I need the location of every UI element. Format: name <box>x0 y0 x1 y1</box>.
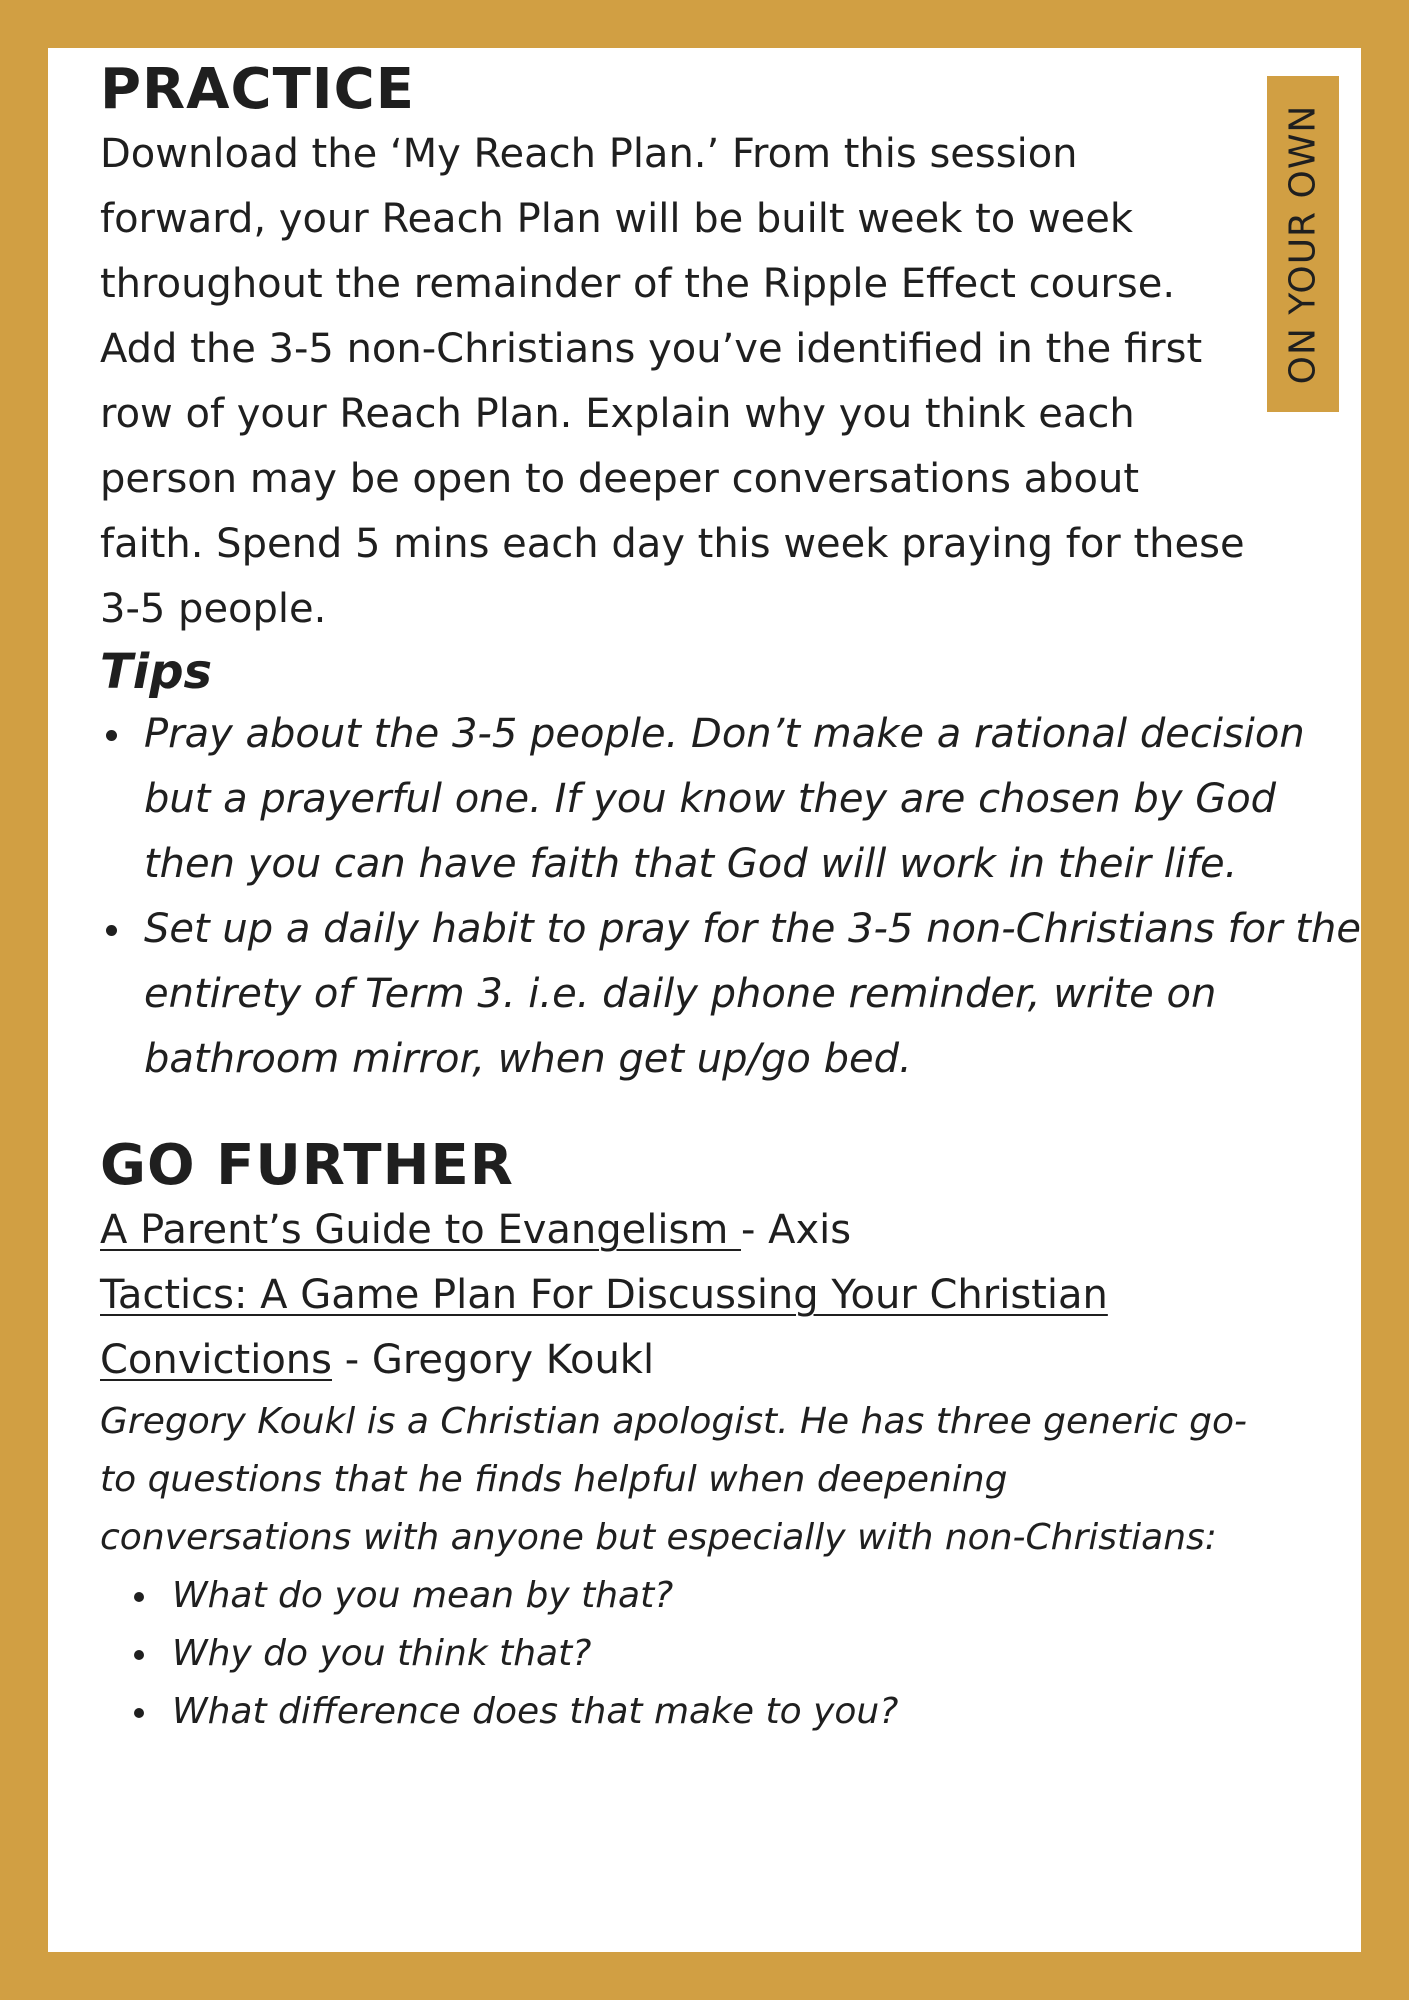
tip-text: Pray about the 3-5 people. Don’t make a rational decision but a prayerful one. If you know they are chosen by God then you can have faith that God will work in their life. <box>144 711 1305 887</box>
question-text: What do you mean by that? <box>172 1575 674 1616</box>
practice-heading: PRACTICE <box>100 57 415 122</box>
questions-list <box>100 1567 1330 1741</box>
question-item <box>172 1683 1330 1741</box>
bullet-icon <box>134 1650 144 1660</box>
bullet-icon <box>134 1708 144 1718</box>
practice-paragraph-2: Add the 3-5 non-Christians you’ve identified in the first row of your Reach Plan. Explain why you think each person may be open to deeper conversations about faith. Spend 5 mins each day this week praying for these 3-5 people. <box>100 326 1245 632</box>
question-text: Why do you think that? <box>172 1633 592 1674</box>
question-item <box>172 1567 1330 1625</box>
resource-tactics-author: - Gregory Koukl <box>332 1337 655 1383</box>
resource-axis-source: - Axis <box>741 1207 852 1253</box>
tips-heading: Tips <box>100 644 213 700</box>
tip-item <box>144 897 1376 1092</box>
side-tab-label: ON YOUR OWN <box>1282 104 1324 384</box>
koukl-description: Gregory Koukl is a Christian apologist. He has three generic go-to questions that he finds helpful when deepening conversations with anyone but especially with non-Christians: <box>100 1401 1248 1558</box>
tip-item <box>144 702 1376 897</box>
content-panel <box>48 48 1361 1952</box>
resource-tactics <box>100 1263 1250 1393</box>
tactics-book-link[interactable]: Tactics: A Game Plan For Discussing Your Christian Convictions <box>100 1272 1108 1383</box>
bullet-icon <box>106 730 117 741</box>
resource-axis <box>100 1198 1330 1263</box>
bullet-icon <box>134 1592 144 1602</box>
tips-list <box>100 702 1361 1092</box>
tip-text: Set up a daily habit to pray for the 3-5 non-Christians for the entirety of Term 3. i.e. daily phone reminder, write on bathroom mirror, when get up/go bed. <box>144 906 1361 1082</box>
section-spacer <box>100 1092 1330 1134</box>
content-column <box>100 57 1361 1741</box>
bullet-icon <box>106 925 117 936</box>
question-item <box>172 1625 1330 1683</box>
question-text: What difference does that make to you? <box>172 1691 899 1732</box>
go-further-heading: GO FURTHER <box>100 1133 514 1198</box>
parents-guide-link[interactable]: A Parent’s Guide to Evangelism <box>100 1207 741 1253</box>
practice-paragraph-1: Download the ‘My Reach Plan.’ From this session forward, your Reach Plan will be built week to week throughout the remainder of the Ripple Effect course. <box>100 131 1176 307</box>
